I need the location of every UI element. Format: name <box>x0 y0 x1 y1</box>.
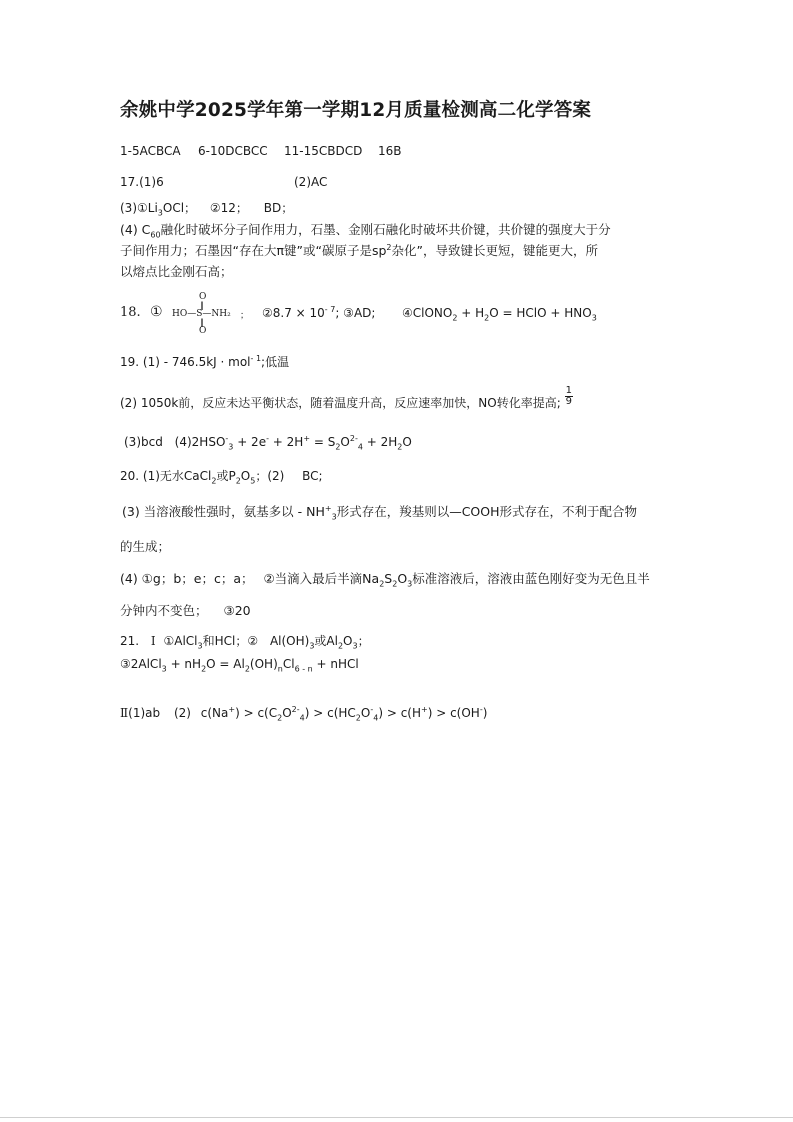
q17-part3: $(3)①Li_3OCl$； ②12； BD； <box>120 201 294 218</box>
q19-part3-4: (3)bcd $(4)2HSO^-_3 + 2e^- + 2H^+ = S_2O^{2-}_4 + 2H_2O$ <box>124 434 412 452</box>
q17-part4-line3: 以熔点比金刚石高； <box>120 264 233 279</box>
q19-part1: 19. (1) - 746.5kJ · mol$^{- 1}$;低温 <box>120 354 290 369</box>
q21-part2: Ⅱ(1)ab (2) $c(Na^+) > c(C_2O^{2-}_4) > c(HC_2O^-_4) > c(H^+) > c(OH^-)$ <box>120 705 488 723</box>
sulfamic-acid-structure <box>170 292 260 336</box>
q17-part1: 17.(1)6 <box>120 175 164 189</box>
mc-answers-6-10: 6-10DCBCC <box>198 144 268 158</box>
q19-fraction: $\frac{1}{9}$ <box>565 385 572 407</box>
q18-part2-3: ②8.7 × $10^{- 7}$; ③AD; <box>262 305 376 320</box>
struct-oxygen-top: O <box>199 292 207 302</box>
struct-double-bond-top: ‖ <box>200 301 204 310</box>
struct-semicolon: ； <box>240 311 250 321</box>
struct-oxygen-bottom: O <box>199 326 207 336</box>
q18-part4: ④ClONO$_2$ + $H_2O$ = HClO + $HNO_3$ <box>402 306 597 323</box>
page-bottom-divider <box>0 1117 793 1118</box>
mc-answers-11-15: 11-15CBDCD <box>284 144 363 158</box>
q17-part4-line1: (4) $C_{60}$融化时破坏分子间作用力，石墨、金刚石融化时破坏共价键，共价键的强度大于分 <box>120 222 611 240</box>
struct-double-bond-bottom: ‖ <box>200 318 204 327</box>
q17-part2: (2)AC <box>294 175 328 189</box>
mc-answer-16: 16B <box>378 144 402 158</box>
q19-part2: (2) 1050k前，反应未达平衡状态，随着温度升高，反应速率加快，NO转化率提高; $\frac{1}{9}$ <box>120 385 572 410</box>
q20-part3-line1: (3) 当溶液酸性强时，氨基多以 - $NH^+_3$形式存在，羧基则以—COOH形式存在，不利于配合物 <box>122 503 637 522</box>
q21-part1-line2: ③2AlCl$_3$ + $nH_2O = Al_2(OH)_nCl_{6 - n}$ + nHCl <box>120 657 359 674</box>
mc-answers-1-5: 1-5ACBCA <box>120 144 181 158</box>
q20-part4-line2: 分钟内不变色； ③20 <box>120 603 251 618</box>
q20-part4-line1: (4) ①g；b；e；c；a； ②当滴入最后半滴$Na_2S_2O_3$标准溶液后，溶液由蓝色刚好变为无色且半 <box>120 571 650 589</box>
q18-circle-1: ① <box>150 304 163 320</box>
q20-part1-2: 20. (1)无水CaCl$_2$或$P_2O_5$；(2) BC; <box>120 469 323 486</box>
q20-part3-line2: 的生成； <box>120 539 171 554</box>
q18-number: 18. <box>120 305 141 320</box>
q21-part1-line1: 21. Ⅰ ①AlCl$_3$和HCl；② $Al(OH)_3$或$Al_2O_3$； <box>120 634 370 651</box>
q17-part4-line2: 子间作用力；石墨因“存在大π键”或“碳原子是$sp^2$杂化”，导致键长更短，键能更大，所 <box>120 242 598 258</box>
struct-main-chain: HO—S—NH₂ <box>172 309 231 319</box>
page-title: 余姚中学2025学年第一学期12月质量检测高二化学答案 <box>120 100 592 121</box>
